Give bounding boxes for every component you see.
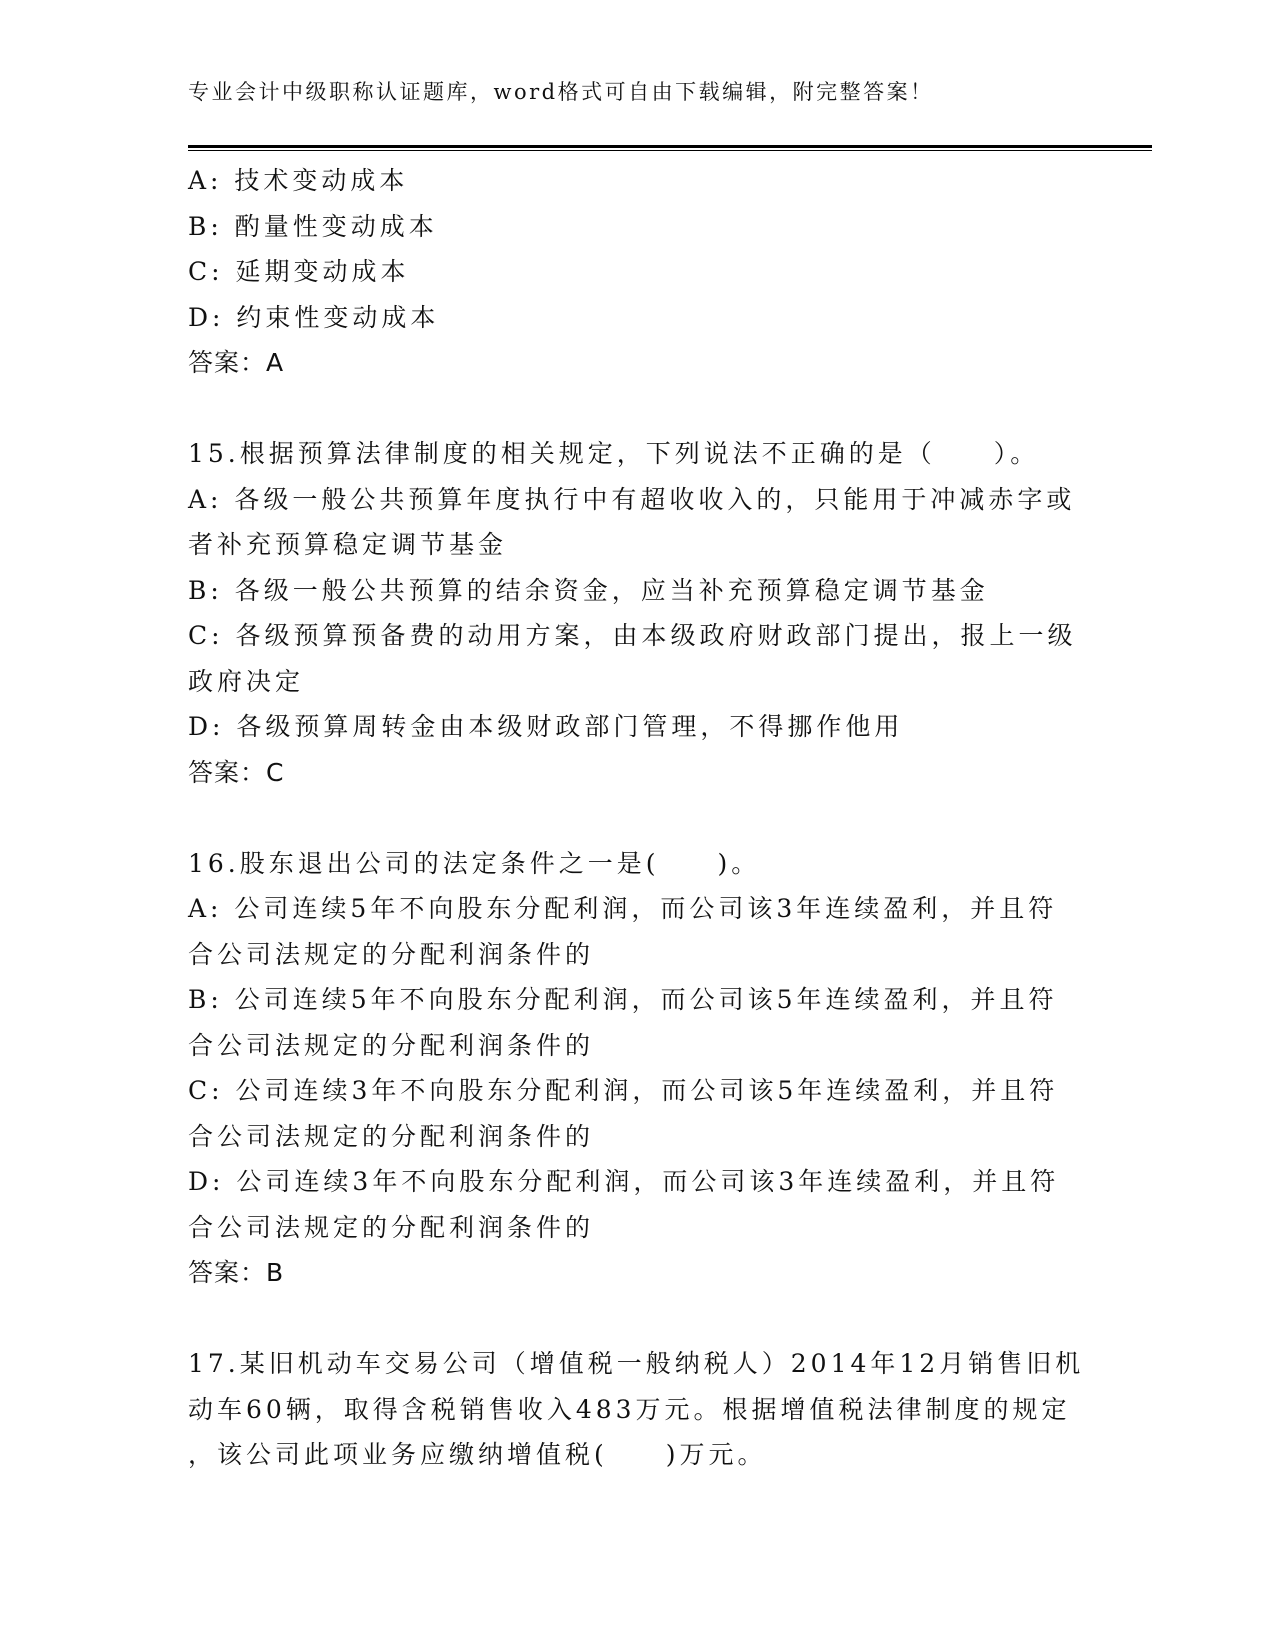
question-stem: 17.某旧机动车交易公司（增值税一般纳税人）2014年12月销售旧机 [188, 1349, 1085, 1378]
option-c: C: 公司连续3年不向股东分配利润，而公司该5年连续盈利，并且符 [188, 1076, 1059, 1105]
option-b: B: 公司连续5年不向股东分配利润，而公司该5年连续盈利，并且符 [188, 985, 1058, 1014]
option-a-continued: 合公司法规定的分配利润条件的 [188, 939, 595, 969]
option-b: B: 各级一般公共预算的结余资金，应当补充预算稳定调节基金 [188, 575, 989, 605]
question-14 [188, 158, 1088, 386]
option-d: D: 各级预算周转金由本级财政部门管理，不得挪作他用 [188, 712, 904, 741]
answer-line: 答案：C [188, 757, 285, 787]
question-stem-continued: 动车60辆，取得含税销售收入483万元。根据增值税法律制度的规定 [188, 1394, 1071, 1424]
header-rule-thin [188, 150, 1152, 151]
question-stem-continued: ，该公司此项业务应缴纳增值税( )万元。 [188, 1440, 767, 1469]
question-stem: 15.根据预算法律制度的相关规定，下列说法不正确的是（ ）。 [188, 439, 1040, 468]
question-16 [188, 841, 1088, 1296]
option-b: B: 酌量性变动成本 [188, 211, 438, 241]
option-b-continued: 合公司法规定的分配利润条件的 [188, 1030, 595, 1060]
page-header: 专业会计中级职称认证题库，word格式可自由下载编辑，附完整答案！ [188, 80, 934, 104]
answer-line: 答案：B [188, 1258, 285, 1287]
option-d-continued: 合公司法规定的分配利润条件的 [188, 1212, 595, 1242]
option-c: C: 各级预算预备费的动用方案，由本级政府财政部门提出，报上一级 [188, 621, 1077, 650]
option-c-continued: 政府决定 [188, 666, 305, 696]
question-17 [188, 1341, 1088, 1478]
option-a: A: 各级一般公共预算年度执行中有超收收入的，只能用于冲减赤字或 [188, 484, 1076, 514]
question-stem: 16.股东退出公司的法定条件之一是( )。 [188, 848, 761, 878]
question-15 [188, 431, 1088, 795]
option-a-continued: 者补充预算稳定调节基金 [188, 530, 508, 559]
spacer [188, 1296, 1088, 1342]
option-d: D: 约束性变动成本 [188, 302, 440, 332]
answer-line: 答案：A [188, 348, 285, 377]
header-rule-thick [188, 145, 1152, 148]
option-d: D: 公司连续3年不向股东分配利润，而公司该3年连续盈利，并且符 [188, 1167, 1060, 1196]
option-c-continued: 合公司法规定的分配利润条件的 [188, 1121, 595, 1151]
option-a: A: 公司连续5年不向股东分配利润，而公司该3年连续盈利，并且符 [188, 894, 1058, 923]
document-body [188, 158, 1088, 1478]
spacer [188, 386, 1088, 432]
option-a: A: 技术变动成本 [188, 166, 409, 195]
spacer [188, 795, 1088, 841]
option-c: C: 延期变动成本 [188, 257, 410, 286]
